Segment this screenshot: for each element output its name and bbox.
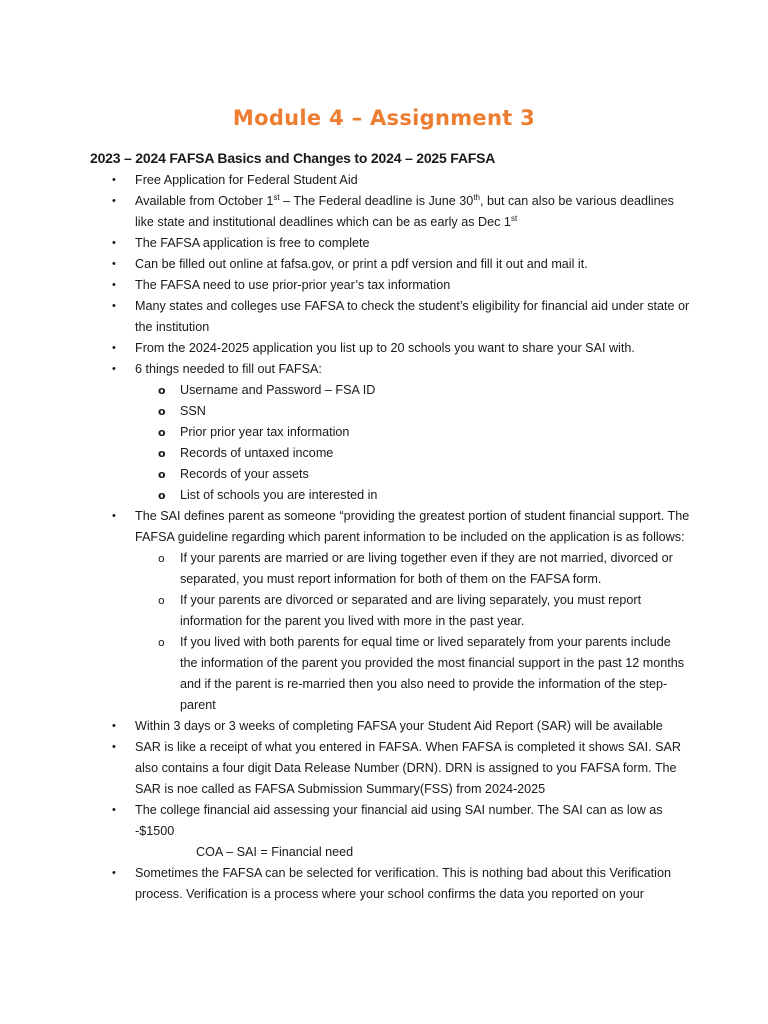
list-item-text: The FAFSA need to use prior-prior year’s tax information (135, 278, 451, 292)
bullet-list (90, 863, 690, 905)
sub-bullet-list (90, 380, 690, 506)
bullet-icon: • (112, 174, 116, 186)
list-item (90, 338, 690, 359)
list-item (90, 191, 690, 233)
sub-list-item: o If your parents are divorced or separated and are living separately, you must report information for the parent you lived with more in the past year. (90, 590, 690, 632)
sub-list-item: o Records of your assets (90, 464, 690, 485)
list-item-text: 6 things needed to fill out FAFSA: (135, 362, 322, 376)
list-item-text: Can be filled out online at fafsa.gov, or print a pdf version and fill it out and mail it. (135, 257, 588, 271)
list-item-text: Free Application for Federal Student Aid (135, 173, 358, 187)
sub-bullet-icon: o (158, 594, 165, 607)
bullet-icon: • (112, 510, 116, 522)
list-item-text: From the 2024-2025 application you list up to 20 schools you want to share your SAI with. (135, 341, 635, 355)
bullet-icon: • (112, 741, 116, 753)
sub-bullet-icon: o (158, 384, 166, 397)
list-item (90, 506, 690, 548)
sub-list-item: o If you lived with both parents for equal time or lived separately from your parents include the information of the parent you provided the most financial support in the past 12 months and if the parent is re-married then you also need to provide the information of the step-parent (90, 632, 690, 716)
sub-list-item: o Prior prior year tax information (90, 422, 690, 443)
bullet-icon: • (112, 195, 116, 207)
sub-list-item: o Records of untaxed income (90, 443, 690, 464)
list-item (90, 233, 690, 254)
list-item-text: The FAFSA application is free to complete (135, 236, 370, 250)
list-item-text: Available from October 1st – The Federal deadline is June 30th, but can also be various deadlines like state and institutional deadlines which can be as early as Dec 1st (135, 192, 674, 229)
sub-bullet-icon: o (158, 489, 166, 502)
bullet-icon: • (112, 258, 116, 270)
bullet-list (90, 506, 690, 548)
bullet-icon: • (112, 237, 116, 249)
list-item-text: Many states and colleges use FAFSA to check the student’s eligibility for financial aid under state or the institution (135, 299, 690, 334)
sub-bullet-icon: o (158, 405, 166, 418)
list-item-text: Within 3 days or 3 weeks of completing FAFSA your Student Aid Report (SAR) will be available (135, 719, 663, 733)
list-item-text: SAR is like a receipt of what you entered in FAFSA. When FAFSA is completed it shows SAI. SAR also contains a four digit Data Release Number (DRN). DRN is assigned to you FAFSA form. The SAR is noe called as FAFSA Submission Summary(FSS) from 2024-2025 (135, 740, 681, 796)
sub-list-item: o If your parents are married or are living together even if they are not married, divorced or separated, you must report information for both of them on the FAFSA form. (90, 548, 690, 590)
list-item (90, 863, 690, 905)
sub-bullet-icon: o (158, 552, 165, 565)
list-item (90, 359, 690, 380)
sub-bullet-icon: o (158, 636, 165, 649)
sub-list-item: o Username and Password – FSA ID (90, 380, 690, 401)
formula-line: COA – SAI = Financial need (196, 845, 354, 859)
sub-bullet-icon: o (158, 468, 166, 481)
list-item (90, 170, 690, 191)
sub-bullet-list (90, 548, 690, 716)
bullet-icon: • (112, 342, 116, 354)
bullet-list (90, 170, 690, 380)
bullet-icon: • (112, 867, 116, 879)
bullet-icon: • (112, 804, 116, 816)
bullet-list (90, 716, 690, 842)
list-item (90, 800, 690, 842)
list-item-text: Sometimes the FAFSA can be selected for verification. This is nothing bad about this Verification process. Verification is a process where your school confirms the data you reported on your (135, 866, 671, 901)
page-title: Module 4 – Assignment 3 (232, 106, 536, 130)
sub-bullet-icon: o (158, 426, 166, 439)
bullet-icon: • (112, 363, 116, 375)
sub-bullet-icon: o (158, 447, 166, 460)
section-heading: 2023 – 2024 FAFSA Basics and Changes to 2024 – 2025 FAFSA (90, 150, 496, 166)
sub-list-item: o List of schools you are interested in (90, 485, 690, 506)
list-item (90, 275, 690, 296)
list-item (90, 716, 690, 737)
list-item-text: The SAI defines parent as someone “providing the greatest portion of student financial support. The FAFSA guideline regarding which parent information to be included on the application is as follows: (135, 509, 690, 544)
list-item (90, 296, 690, 338)
bullet-icon: • (112, 300, 116, 312)
list-item (90, 254, 690, 275)
document-body (90, 170, 690, 905)
list-item (90, 737, 690, 800)
sub-list-item: o SSN (90, 401, 690, 422)
bullet-icon: • (112, 279, 116, 291)
bullet-icon: • (112, 720, 116, 732)
list-item-text: The college financial aid assessing your financial aid using SAI number. The SAI can as low as -$1500 (135, 803, 663, 838)
